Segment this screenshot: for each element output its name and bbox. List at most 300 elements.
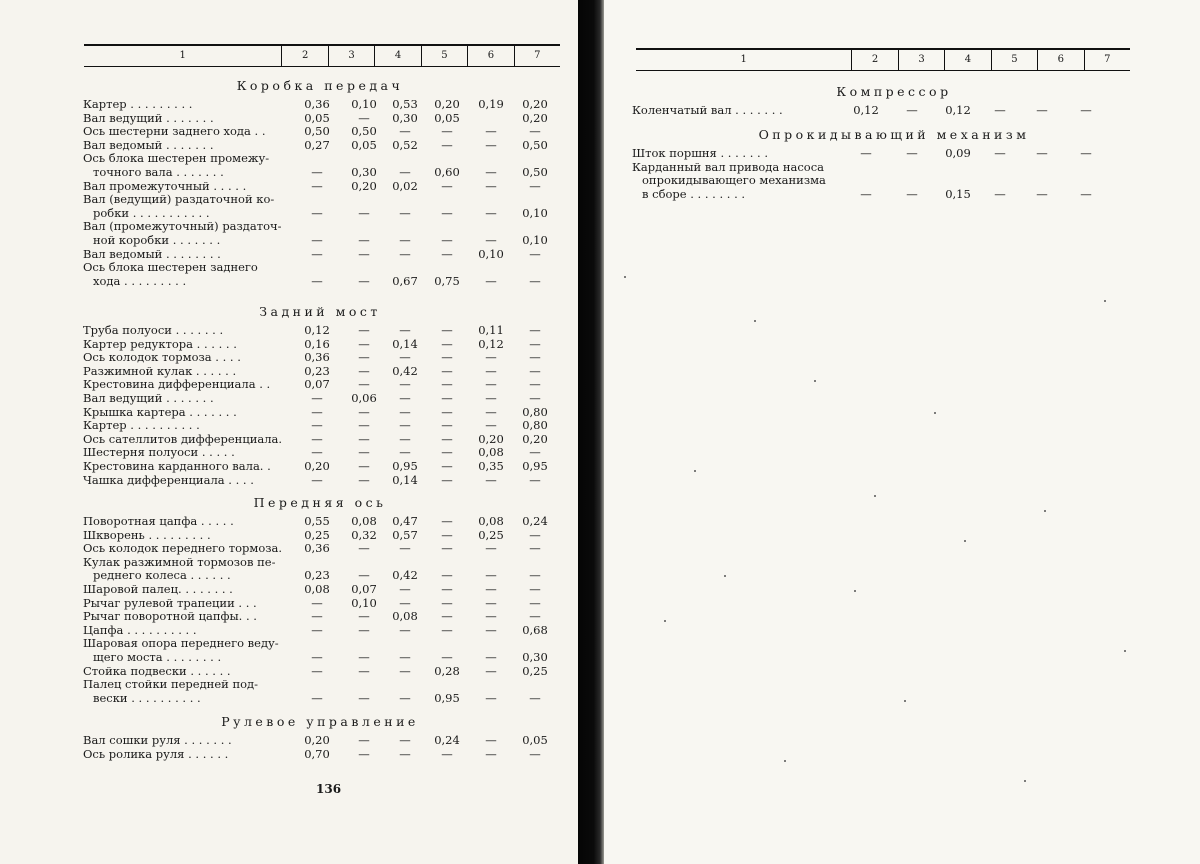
section-title: Компрессор xyxy=(836,84,952,99)
table-cell: — xyxy=(311,445,323,460)
table-cell: — xyxy=(311,246,323,261)
table-cell: — xyxy=(399,622,411,637)
row-name: Вал (промежуточный) раздаточ- xyxy=(83,219,282,234)
row-name: Шток поршня . . . . . . . xyxy=(632,146,768,160)
table-cell: — xyxy=(311,650,323,664)
page-number: 136 xyxy=(316,782,342,796)
table-cell: — xyxy=(485,746,497,761)
table-cell: 0,20 xyxy=(522,110,548,125)
print-speck xyxy=(814,380,816,382)
table-cell: 0,12 xyxy=(853,103,879,117)
table-cell: 0,50 xyxy=(304,124,330,139)
table-cell: — xyxy=(399,541,411,556)
table-cell: 0,23 xyxy=(304,363,330,378)
table-cell: — xyxy=(358,663,370,678)
table-cell: 0,07 xyxy=(304,377,330,392)
table-cell: 0,25 xyxy=(522,663,548,678)
table-cell: 0,08 xyxy=(304,582,330,596)
row-name: Разжимной кулак . . . . . . xyxy=(83,363,237,378)
table-cell: — xyxy=(358,246,370,261)
table-cell: — xyxy=(358,541,370,556)
table-cell: — xyxy=(311,391,323,405)
table-cell: — xyxy=(529,124,541,139)
print-speck xyxy=(1024,780,1026,782)
table-cell: 0,30 xyxy=(522,650,548,664)
table-cell: — xyxy=(358,336,370,351)
table-cell: 0,57 xyxy=(392,527,418,542)
row-name: Ось шестерни заднего хода . . xyxy=(83,124,266,139)
table-cell: — xyxy=(358,459,370,473)
table-cell: — xyxy=(399,205,411,220)
table-cell: 0,08 xyxy=(351,514,377,528)
table-cell: 0,95 xyxy=(434,690,460,705)
table-cell: — xyxy=(529,391,541,405)
table-cell: 0,68 xyxy=(522,622,548,637)
row-name: Вал ведомый . . . . . . . . xyxy=(83,246,221,261)
table-cell: — xyxy=(485,609,497,624)
table-cell: 0,35 xyxy=(478,459,504,473)
table-cell: 0,27 xyxy=(304,137,330,152)
table-cell: — xyxy=(399,445,411,460)
column-header: 7 xyxy=(1084,50,1130,70)
table-cell: — xyxy=(358,472,370,487)
table-cell: — xyxy=(399,650,411,664)
table-cell: — xyxy=(485,622,497,637)
table-cell: — xyxy=(529,377,541,392)
table-header xyxy=(636,48,1130,71)
table-cell: 0,60 xyxy=(434,165,460,179)
table-cell: — xyxy=(485,418,497,433)
row-name: Шестерня полуоси . . . . . xyxy=(83,445,235,460)
section-title: Передняя ось xyxy=(253,495,387,510)
table-cell: 0,05 xyxy=(434,110,460,125)
row-name: Вал ведущий . . . . . . . xyxy=(83,110,214,125)
table-cell: — xyxy=(485,690,497,705)
table-cell: 0,11 xyxy=(478,323,504,337)
table-cell: — xyxy=(399,595,411,610)
table-cell: — xyxy=(399,233,411,247)
table-cell: — xyxy=(529,746,541,761)
table-cell: 0,24 xyxy=(434,733,460,747)
row-name: Вал сошки руля . . . . . . . xyxy=(83,733,232,747)
table-cell: 0,20 xyxy=(351,178,377,193)
table-cell: 0,53 xyxy=(392,97,418,111)
table-cell: — xyxy=(441,363,453,378)
row-name: Картер редуктора . . . . . . xyxy=(83,336,237,351)
column-header: 1 xyxy=(179,50,186,61)
table-cell: — xyxy=(358,431,370,446)
table-cell: — xyxy=(994,103,1006,117)
table-cell: 0,32 xyxy=(351,527,377,542)
table-cell: — xyxy=(358,363,370,378)
row-name: Ось сателлитов дифференциала. xyxy=(83,431,283,446)
table-cell: — xyxy=(399,431,411,446)
table-cell: — xyxy=(485,582,497,596)
column-header: 7 xyxy=(514,46,560,66)
table-cell: 0,24 xyxy=(522,514,548,528)
row-name: робки . . . . . . . . . . . xyxy=(93,205,210,220)
print-speck xyxy=(754,320,756,322)
table-cell: — xyxy=(311,663,323,678)
row-name: Крышка картера . . . . . . . xyxy=(83,404,237,419)
table-cell: — xyxy=(529,472,541,487)
table-cell: — xyxy=(529,178,541,193)
row-name: Вал ведомый . . . . . . . xyxy=(83,137,214,152)
table-cell: 0,15 xyxy=(945,186,971,201)
table-cell: — xyxy=(399,165,411,179)
table-cell: — xyxy=(399,391,411,405)
print-speck xyxy=(854,590,856,592)
column-header: 5 xyxy=(991,50,1037,70)
table-cell: — xyxy=(529,246,541,261)
row-name: Картер . . . . . . . . . . xyxy=(83,418,200,433)
table-cell: — xyxy=(311,472,323,487)
table-cell: — xyxy=(485,541,497,556)
table-cell: — xyxy=(441,472,453,487)
table-cell: 0,50 xyxy=(351,124,377,139)
print-speck xyxy=(664,620,666,622)
table-cell: 0,80 xyxy=(522,404,548,419)
section-title: Опрокидывающий механизм xyxy=(758,127,1030,142)
table-cell: — xyxy=(358,733,370,747)
row-name: реднего колеса . . . . . . xyxy=(93,568,231,583)
table-cell: — xyxy=(485,205,497,220)
table-cell: — xyxy=(358,110,370,125)
row-name: Ось блока шестерен промежу- xyxy=(83,151,270,166)
table-cell: — xyxy=(311,609,323,624)
table-cell: — xyxy=(529,541,541,556)
column-header: 4 xyxy=(944,50,990,70)
table-cell: — xyxy=(485,137,497,152)
table-cell: — xyxy=(441,323,453,337)
table-cell: — xyxy=(994,186,1006,201)
table-cell: — xyxy=(441,582,453,596)
print-speck xyxy=(694,470,696,472)
table-cell: — xyxy=(441,350,453,365)
table-cell: — xyxy=(485,233,497,247)
left-page xyxy=(0,0,578,864)
table-cell: — xyxy=(441,246,453,261)
table-cell: — xyxy=(529,336,541,351)
table-cell: — xyxy=(485,650,497,664)
column-header: 4 xyxy=(374,46,420,66)
table-cell: 0,14 xyxy=(392,336,418,351)
table-cell: 0,20 xyxy=(522,431,548,446)
table-cell: — xyxy=(311,165,323,179)
row-name: хода . . . . . . . . . xyxy=(93,273,187,288)
row-name: Шаровая опора переднего веду- xyxy=(83,636,279,651)
table-cell: — xyxy=(358,746,370,761)
table-cell: 0,47 xyxy=(392,514,418,528)
table-cell: — xyxy=(485,124,497,139)
row-name: Коленчатый вал . . . . . . . xyxy=(632,103,783,117)
table-cell: — xyxy=(358,350,370,365)
table-cell: — xyxy=(358,445,370,460)
table-cell: 0,20 xyxy=(478,431,504,446)
table-cell: — xyxy=(1080,103,1092,117)
table-cell: — xyxy=(311,595,323,610)
row-name: Ось ролика руля . . . . . . xyxy=(83,746,229,761)
table-cell: — xyxy=(441,459,453,473)
table-cell: — xyxy=(1080,146,1092,160)
table-cell: 0,05 xyxy=(522,733,548,747)
table-cell: — xyxy=(485,363,497,378)
table-cell: — xyxy=(441,527,453,542)
table-cell: 0,50 xyxy=(522,137,548,152)
table-cell: — xyxy=(485,350,497,365)
row-name: Карданный вал привода насоса xyxy=(632,159,825,174)
table-cell: — xyxy=(311,690,323,705)
column-header: 2 xyxy=(281,46,327,66)
table-cell: — xyxy=(441,568,453,583)
table-cell: 0,28 xyxy=(434,663,460,678)
table-cell: — xyxy=(311,622,323,637)
section-title: Коробка передач xyxy=(236,78,404,93)
row-name: вески . . . . . . . . . . xyxy=(93,690,201,705)
table-cell: — xyxy=(399,404,411,419)
table-cell: 0,08 xyxy=(392,609,418,624)
table-cell: 0,10 xyxy=(522,233,548,247)
column-header: 1 xyxy=(740,54,747,65)
table-cell: — xyxy=(441,377,453,392)
table-cell: — xyxy=(441,650,453,664)
table-cell: 0,36 xyxy=(304,541,330,556)
table-cell: — xyxy=(529,363,541,378)
print-speck xyxy=(934,412,936,414)
row-name: точного вала . . . . . . . xyxy=(93,165,224,179)
table-cell: — xyxy=(358,418,370,433)
table-cell: — xyxy=(311,273,323,288)
table-cell: 0,05 xyxy=(304,110,330,125)
table-cell: — xyxy=(358,233,370,247)
row-name: Стойка подвески . . . . . . xyxy=(83,663,231,678)
print-speck xyxy=(784,760,786,762)
table-cell: — xyxy=(485,663,497,678)
row-name: Картер . . . . . . . . . xyxy=(83,97,193,111)
table-cell: — xyxy=(529,568,541,583)
table-cell: — xyxy=(441,609,453,624)
row-name: Рычаг поворотной цапфы. . . xyxy=(83,609,257,624)
row-name: Вал промежуточный . . . . . xyxy=(83,178,247,193)
table-cell: — xyxy=(358,377,370,392)
table-cell: — xyxy=(441,431,453,446)
table-cell: — xyxy=(399,582,411,596)
table-cell: — xyxy=(399,323,411,337)
table-cell: — xyxy=(441,622,453,637)
print-speck xyxy=(724,575,726,577)
table-cell: — xyxy=(485,377,497,392)
table-cell: 0,07 xyxy=(351,582,377,596)
table-cell: — xyxy=(441,391,453,405)
table-cell: 0,10 xyxy=(478,246,504,261)
row-name: Вал (ведущий) раздаточной ко- xyxy=(83,192,275,207)
table-cell: 0,36 xyxy=(304,97,330,111)
table-cell: — xyxy=(441,336,453,351)
table-cell: — xyxy=(441,595,453,610)
table-cell: 0,10 xyxy=(351,97,377,111)
row-name: Шкворень . . . . . . . . . xyxy=(83,527,211,542)
table-cell: — xyxy=(399,124,411,139)
table-cell: — xyxy=(529,445,541,460)
table-cell: — xyxy=(529,609,541,624)
table-cell: — xyxy=(399,746,411,761)
table-cell: 0,52 xyxy=(392,137,418,152)
row-name: Шаровой палец. . . . . . . . xyxy=(83,582,233,596)
table-cell: — xyxy=(906,103,918,117)
table-cell: — xyxy=(529,527,541,542)
table-cell: — xyxy=(485,733,497,747)
table-cell: — xyxy=(441,746,453,761)
print-speck xyxy=(624,276,626,278)
table-cell: 0,25 xyxy=(478,527,504,542)
table-cell: — xyxy=(399,690,411,705)
table-cell: 0,42 xyxy=(392,363,418,378)
table-cell: — xyxy=(358,273,370,288)
table-cell: — xyxy=(358,650,370,664)
table-cell: — xyxy=(529,273,541,288)
table-cell: 0,95 xyxy=(392,459,418,473)
print-speck xyxy=(1104,300,1106,302)
table-cell: — xyxy=(485,472,497,487)
column-header: 6 xyxy=(467,46,513,66)
print-speck xyxy=(874,495,876,497)
table-cell: 0,67 xyxy=(392,273,418,288)
table-cell: — xyxy=(311,233,323,247)
table-cell: 0,50 xyxy=(522,165,548,179)
table-cell: — xyxy=(860,146,872,160)
table-cell: 0,20 xyxy=(434,97,460,111)
table-cell: — xyxy=(441,233,453,247)
table-cell: — xyxy=(311,404,323,419)
table-cell: — xyxy=(399,350,411,365)
table-cell: 0,05 xyxy=(351,137,377,152)
table-cell: — xyxy=(529,323,541,337)
table-cell: 0,95 xyxy=(522,459,548,473)
table-cell: 0,12 xyxy=(304,323,330,337)
table-cell: — xyxy=(358,690,370,705)
row-name: Цапфа . . . . . . . . . . xyxy=(83,622,197,637)
table-cell: — xyxy=(399,663,411,678)
section-title: Задний мост xyxy=(259,304,381,319)
table-cell: — xyxy=(485,273,497,288)
row-name: ной коробки . . . . . . . xyxy=(93,233,221,247)
table-cell: — xyxy=(529,582,541,596)
table-cell: — xyxy=(358,568,370,583)
table-cell: — xyxy=(529,595,541,610)
table-cell: — xyxy=(311,178,323,193)
row-name: в сборе . . . . . . . . xyxy=(642,186,746,201)
table-cell: 0,06 xyxy=(351,391,377,405)
table-cell: — xyxy=(441,124,453,139)
table-cell: 0,23 xyxy=(304,568,330,583)
table-cell: 0,55 xyxy=(304,514,330,528)
table-cell xyxy=(473,111,509,125)
table-cell: — xyxy=(399,377,411,392)
table-cell: — xyxy=(906,186,918,201)
column-header: 3 xyxy=(328,46,374,66)
table-cell: — xyxy=(441,404,453,419)
table-cell: — xyxy=(358,205,370,220)
table-cell: — xyxy=(485,391,497,405)
table-cell: — xyxy=(399,418,411,433)
table-cell: — xyxy=(311,205,323,220)
table-cell: — xyxy=(1036,186,1048,201)
row-name: Крестовина дифференциала . . xyxy=(83,377,271,392)
table-cell: 0,19 xyxy=(478,97,504,111)
table-cell: 0,20 xyxy=(522,97,548,111)
table-cell: — xyxy=(441,541,453,556)
column-header: 5 xyxy=(421,46,467,66)
table-cell: — xyxy=(399,246,411,261)
table-cell: — xyxy=(358,609,370,624)
right-page xyxy=(604,0,1200,864)
table-cell: 0,80 xyxy=(522,418,548,433)
table-cell: — xyxy=(485,165,497,179)
table-cell: — xyxy=(485,404,497,419)
table-cell: — xyxy=(529,690,541,705)
row-name: Поворотная цапфа . . . . . xyxy=(83,514,234,528)
table-cell: — xyxy=(1036,146,1048,160)
table-cell: — xyxy=(311,418,323,433)
table-cell: 0,20 xyxy=(304,733,330,747)
table-cell: 0,12 xyxy=(478,336,504,351)
table-cell: 0,36 xyxy=(304,350,330,365)
table-cell: — xyxy=(994,146,1006,160)
table-cell: 0,08 xyxy=(478,514,504,528)
table-cell: 0,10 xyxy=(522,205,548,220)
table-cell: — xyxy=(311,431,323,446)
column-header: 6 xyxy=(1037,50,1083,70)
table-cell: 0,10 xyxy=(351,595,377,610)
table-cell: — xyxy=(906,146,918,160)
table-cell: — xyxy=(441,514,453,528)
table-cell: — xyxy=(399,733,411,747)
row-name: Палец стойки передней под- xyxy=(83,677,259,692)
table-cell: 0,02 xyxy=(392,178,418,193)
table-cell: — xyxy=(358,622,370,637)
table-cell: — xyxy=(1080,186,1092,201)
table-cell: — xyxy=(860,186,872,201)
table-cell: — xyxy=(485,568,497,583)
table-cell: 0,42 xyxy=(392,568,418,583)
print-speck xyxy=(964,540,966,542)
row-name: Труба полуоси . . . . . . . xyxy=(83,323,224,337)
table-cell: — xyxy=(358,323,370,337)
row-name: Чашка дифференциала . . . . xyxy=(83,472,254,487)
column-header: 2 xyxy=(851,50,897,70)
table-cell: — xyxy=(441,445,453,460)
table-cell: 0,16 xyxy=(304,336,330,351)
book-spine xyxy=(578,0,604,864)
table-cell: — xyxy=(529,350,541,365)
table-cell: 0,09 xyxy=(945,146,971,160)
row-name: Крестовина карданного вала. . xyxy=(83,459,271,473)
print-speck xyxy=(904,700,906,702)
table-cell: 0,12 xyxy=(945,103,971,117)
row-name: Кулак разжимной тормозов пе- xyxy=(83,554,276,569)
table-cell: — xyxy=(1036,103,1048,117)
table-cell: 0,30 xyxy=(351,165,377,179)
row-name: Рычаг рулевой трапеции . . . xyxy=(83,595,257,610)
table-cell: 0,30 xyxy=(392,110,418,125)
table-cell: — xyxy=(485,595,497,610)
print-speck xyxy=(1044,510,1046,512)
print-speck xyxy=(1124,650,1126,652)
table-cell: 0,75 xyxy=(434,273,460,288)
row-name: опрокидывающего механизма xyxy=(642,173,826,188)
row-name: Ось колодок переднего тормоза. xyxy=(83,541,283,556)
table-cell: 0,08 xyxy=(478,445,504,460)
